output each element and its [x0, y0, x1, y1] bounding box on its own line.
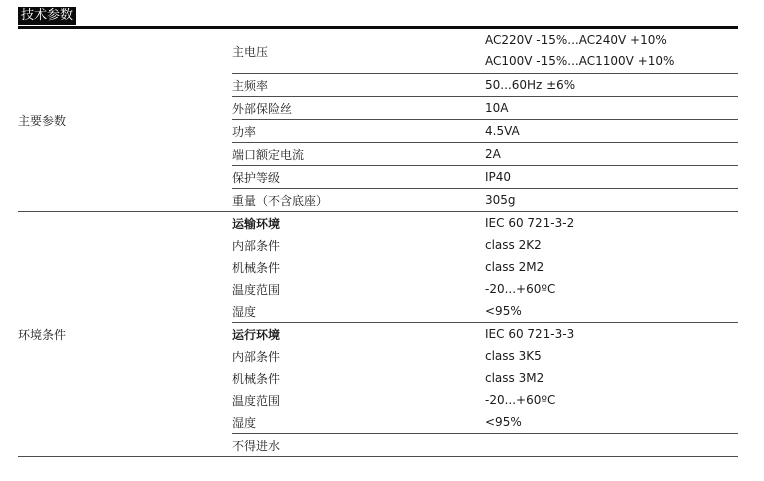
table-row — [232, 165, 738, 188]
value-line: class 2M2 — [485, 259, 545, 274]
table-row — [232, 345, 738, 367]
param-name: 运行环境 — [232, 327, 281, 342]
group-2 — [18, 212, 738, 457]
value-line: AC220V -15%...AC240V +10% — [485, 33, 667, 47]
param-value — [485, 29, 738, 73]
param-value — [485, 434, 738, 456]
table-row — [232, 367, 738, 389]
param-name: 主电压 — [232, 44, 269, 59]
value-line: 305g — [485, 192, 516, 207]
param-name: 外部保险丝 — [232, 101, 293, 116]
table-row — [232, 119, 738, 142]
param-name: 温度范围 — [232, 282, 281, 297]
param-value — [485, 300, 738, 322]
value-line: 10A — [485, 100, 509, 115]
param-name: 机械条件 — [232, 371, 281, 386]
value-line: class 3M2 — [485, 370, 545, 385]
table-row — [232, 256, 738, 278]
table-row — [232, 212, 738, 234]
value-line: 50...60Hz ±6% — [485, 77, 576, 92]
param-value — [485, 97, 738, 119]
value-line: IEC 60 721-3-3 — [485, 326, 575, 341]
param-value — [485, 74, 738, 96]
param-name: 重量（不含底座） — [232, 193, 329, 208]
param-name: 功率 — [232, 124, 257, 139]
param-value — [485, 367, 738, 389]
group-label: 环境条件 — [18, 327, 67, 342]
param-value — [485, 189, 738, 211]
param-value — [485, 389, 738, 411]
value-line: 4.5VA — [485, 123, 520, 138]
table-row — [232, 300, 738, 322]
table-row — [232, 188, 738, 211]
value-line: <95% — [485, 303, 522, 318]
value-line: -20...+60ºC — [485, 392, 556, 407]
param-name: 不得进水 — [232, 438, 281, 453]
table-row — [232, 322, 738, 345]
param-name: 运输环境 — [232, 216, 281, 231]
group-rows — [232, 212, 738, 456]
group-1 — [18, 29, 738, 212]
group-rows — [232, 29, 738, 211]
value-line: IEC 60 721-3-2 — [485, 215, 575, 230]
table-row — [232, 73, 738, 96]
table-row — [232, 96, 738, 119]
value-line: class 3K5 — [485, 348, 542, 363]
table-row — [232, 234, 738, 256]
value-line: IP40 — [485, 169, 512, 184]
param-name: 保护等级 — [232, 170, 281, 185]
param-value — [485, 256, 738, 278]
table-row — [232, 433, 738, 456]
param-value — [485, 278, 738, 300]
table-row — [232, 389, 738, 411]
param-value — [485, 345, 738, 367]
param-value — [485, 166, 738, 188]
param-name: 湿度 — [232, 415, 257, 430]
value-line: 2A — [485, 146, 501, 161]
table-row — [232, 411, 738, 433]
param-name: 端口额定电流 — [232, 147, 305, 162]
param-name: 主频率 — [232, 78, 269, 93]
param-value — [485, 120, 738, 142]
value-line: -20...+60ºC — [485, 281, 556, 296]
param-name: 机械条件 — [232, 260, 281, 275]
group-label: 主要参数 — [18, 113, 67, 128]
param-value — [485, 411, 738, 433]
spec-table — [18, 29, 738, 457]
value-line: class 2K2 — [485, 237, 542, 252]
value-line: AC100V -15%...AC1100V +10% — [485, 54, 675, 68]
param-name: 内部条件 — [232, 349, 281, 364]
table-row — [232, 142, 738, 165]
table-row — [232, 278, 738, 300]
table-row — [232, 29, 738, 73]
param-value — [485, 234, 738, 256]
param-value — [485, 212, 738, 234]
section-title: 技术参数 — [18, 7, 76, 25]
param-value — [485, 323, 738, 345]
param-name: 内部条件 — [232, 238, 281, 253]
param-name: 温度范围 — [232, 393, 281, 408]
param-name: 湿度 — [232, 304, 257, 319]
value-line: <95% — [485, 414, 522, 429]
param-value — [485, 143, 738, 165]
